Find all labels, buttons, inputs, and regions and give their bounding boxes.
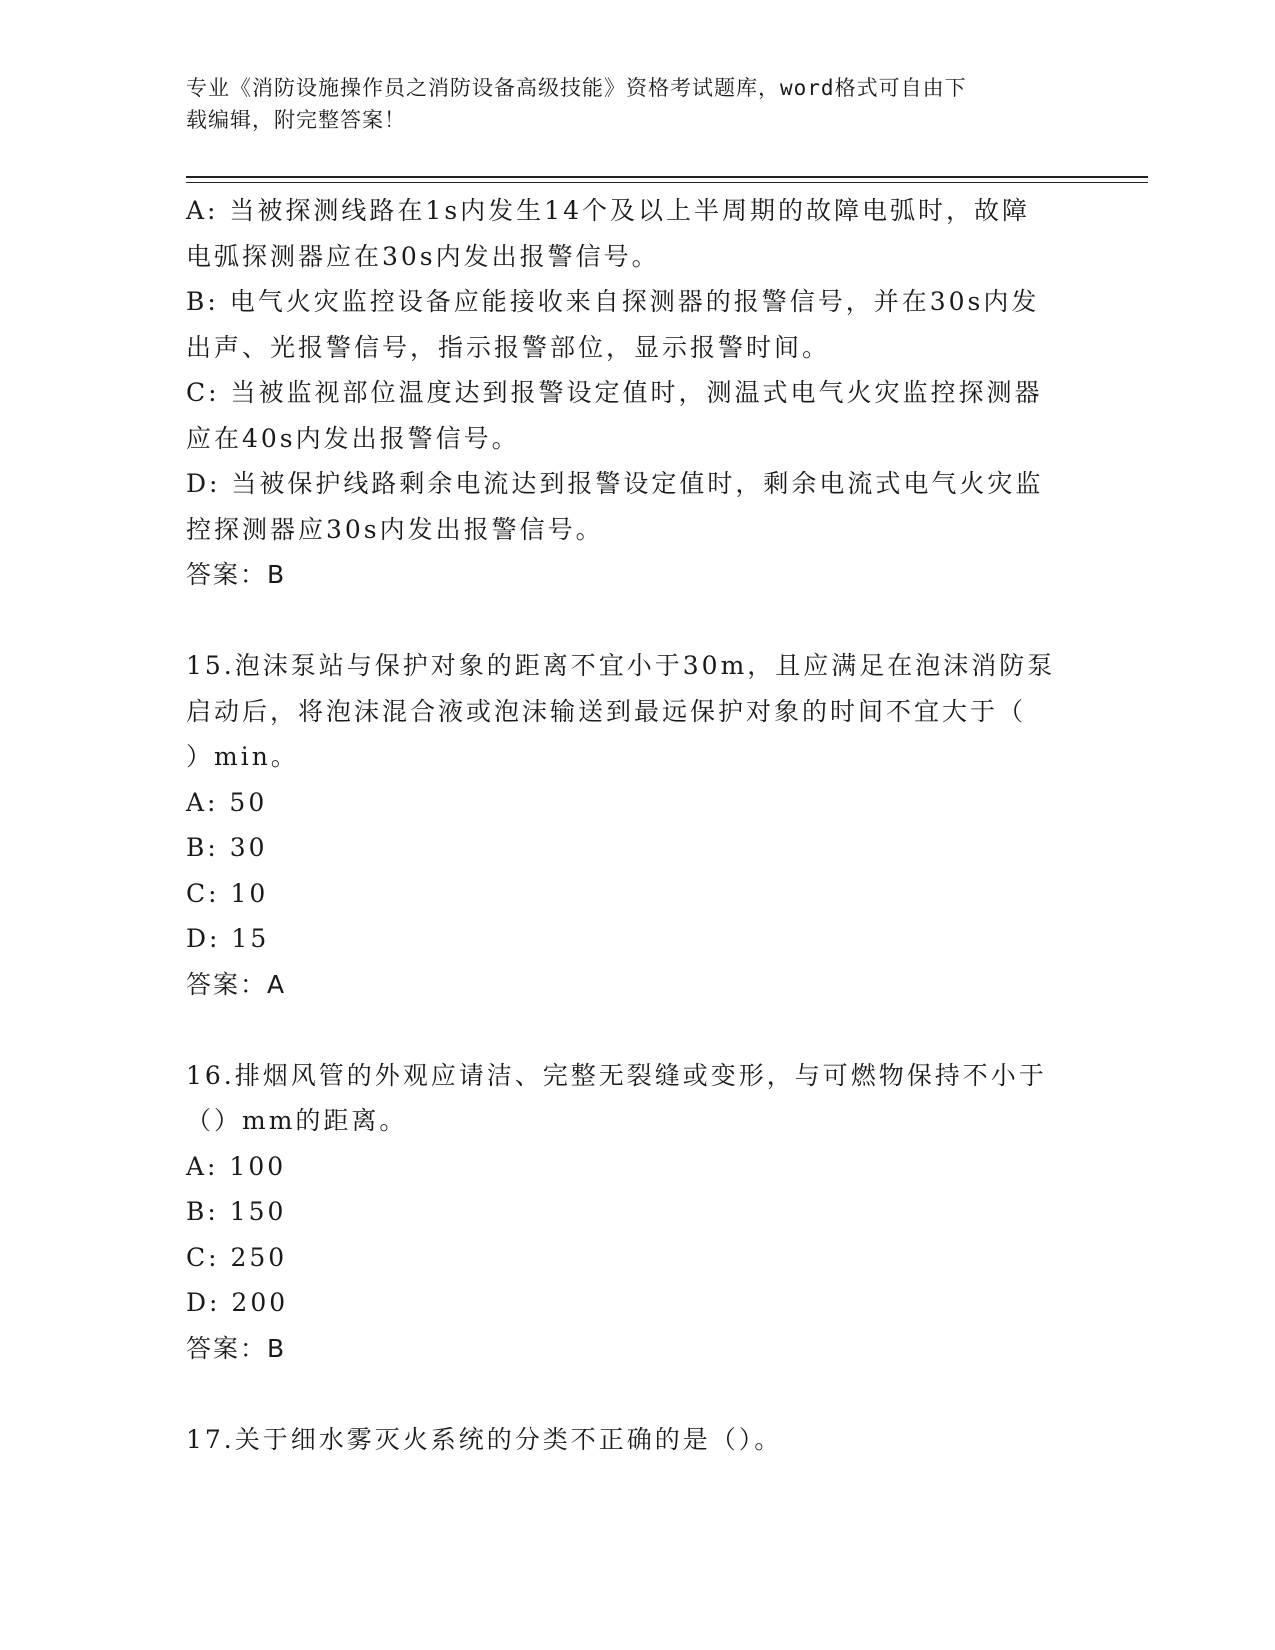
q16-answer: 答案：B	[186, 1333, 287, 1363]
q14-option-d-line-2: 控探测器应30s内发出报警信号。	[186, 514, 604, 544]
q15-option-d: D: 15	[186, 924, 270, 953]
question-17	[186, 1417, 1066, 1463]
q16-stem-line-2: （）mm的距离。	[186, 1106, 408, 1135]
q14-option-b-line-2: 出声、光报警信号，指示报警部位，显示报警时间。	[186, 332, 831, 362]
header-rule-thick	[186, 176, 1148, 178]
q14-option-c-line-2: 应在40s内发出报警信号。	[186, 423, 520, 453]
header-line-1: 专业《消防设施操作员之消防设备高级技能》资格考试题库，word格式可自由下	[186, 76, 967, 100]
q14-option-a-line-1: A: 当被探测线路在1s内发生14个及以上半周期的故障电弧时，故障	[186, 196, 1030, 225]
document-header	[186, 72, 1066, 136]
q15-stem-line-3: ）min。	[186, 742, 299, 771]
q16-option-a: A: 100	[186, 1151, 287, 1181]
question-14-options	[186, 188, 1066, 598]
spacer	[186, 598, 1066, 644]
q15-option-b: B: 30	[186, 833, 268, 862]
header-line-2: 载编辑，附完整答案！	[186, 108, 406, 132]
q14-option-a-line-2: 电弧探测器应在30s内发出报警信号。	[186, 241, 660, 271]
q14-answer: 答案：B	[186, 560, 287, 589]
q16-option-d: D: 200	[186, 1288, 289, 1317]
q14-option-b-line-1: B: 电气火灾监控设备应能接收来自探测器的报警信号，并在30s内发	[186, 287, 1040, 316]
spacer	[186, 1007, 1066, 1053]
q15-stem-line-1: 15.泡沫泵站与保护对象的距离不宜小于30m，且应满足在泡沫消防泵	[186, 651, 1056, 680]
q14-option-d-line-1: D: 当被保护线路剩余电流达到报警设定值时，剩余电流式电气火灾监	[186, 469, 1044, 498]
q15-option-a: A: 50	[186, 787, 268, 817]
q16-option-c: C: 250	[186, 1242, 288, 1272]
spacer	[186, 1371, 1066, 1417]
document-body	[186, 188, 1066, 1462]
q16-option-b: B: 150	[186, 1197, 287, 1226]
q15-option-c: C: 10	[186, 878, 269, 908]
q14-option-c-line-1: C: 当被监视部位温度达到报警设定值时，测温式电气火灾监控探测器	[186, 378, 1043, 407]
q17-stem-line-1: 17.关于细水雾灭火系统的分类不正确的是（）。	[186, 1424, 783, 1454]
q15-answer: 答案：A	[186, 969, 287, 999]
header-rule-thin	[186, 182, 1148, 183]
q16-stem-line-1: 16.排烟风管的外观应请洁、完整无裂缝或变形，与可燃物保持不小于	[186, 1060, 1047, 1090]
q15-stem-line-2: 启动后，将泡沫混合液或泡沫输送到最远保护对象的时间不宜大于（	[186, 696, 1027, 726]
question-16	[186, 1053, 1066, 1372]
question-15	[186, 643, 1066, 1007]
